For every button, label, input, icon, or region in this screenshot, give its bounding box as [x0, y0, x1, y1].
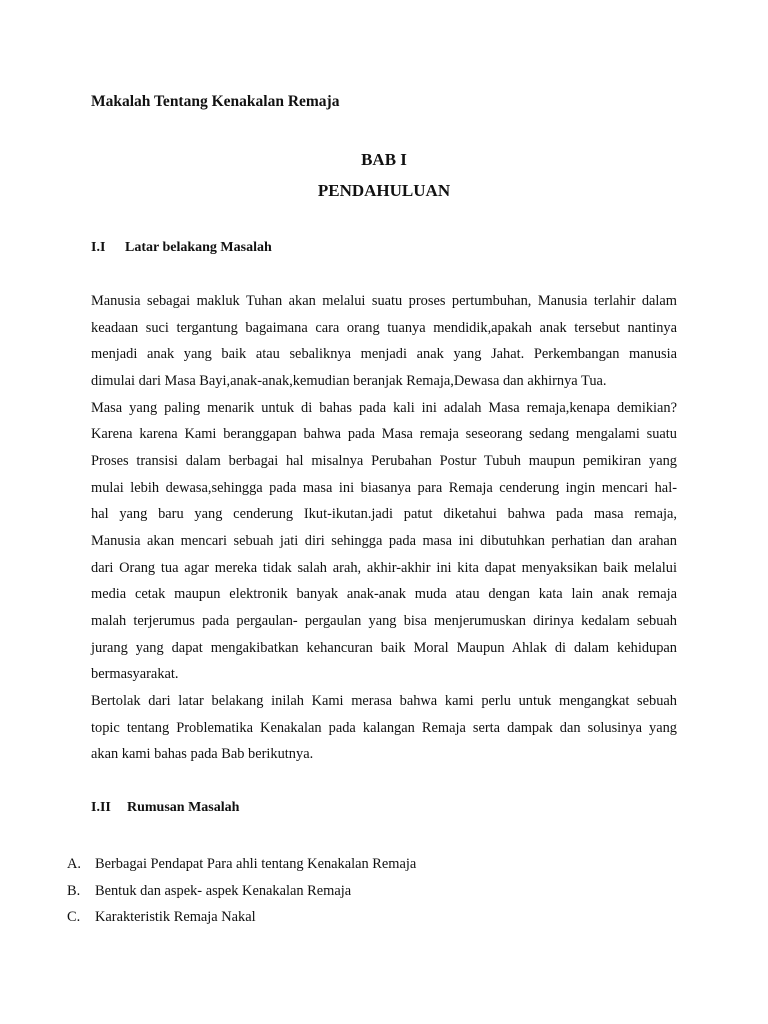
paragraph: [91, 688, 677, 768]
text-line: Masa yang paling menarik untuk di bahas pada kali ini adalah Masa remaja,kenapa demikian?: [91, 399, 677, 416]
list-item: [67, 904, 416, 931]
text-line: Proses transisi dalam berbagai hal misalnya Perubahan Postur Tubuh maupun pemikiran yang: [91, 452, 677, 469]
list-item-text: Bentuk dan aspek- aspek Kenakalan Remaja: [95, 882, 352, 899]
text-line: keadaan suci tergantung bagaimana cara orang tuanya mendidik,apakah anak tersebut nantinya: [91, 319, 677, 336]
text-line: akan kami bahas pada Bab berikutnya.: [91, 746, 314, 763]
background-body-text: [91, 288, 677, 768]
text-line: hal yang baru yang cenderung Ikut-ikutan.jadi patut diketahui bahwa pada masa remaja,: [91, 506, 677, 523]
list-marker: B.: [67, 882, 81, 899]
section-number: I.II: [91, 800, 111, 815]
paragraph: [91, 395, 677, 688]
text-line: malah terjerumus pada pergaulan- pergaulan yang bisa menjerumuskan dirinya kedalam sebuah: [91, 612, 677, 629]
list-marker: A.: [67, 856, 81, 872]
list-item: [67, 851, 416, 878]
list-marker: C.: [67, 909, 81, 925]
text-line: Karena karena Kami beranggapan bahwa pada Masa remaja seseorang sedang mengalami suatu: [91, 426, 677, 443]
list-item-text: Berbagai Pendapat Para ahli tentang Kenakalan Remaja: [95, 856, 417, 872]
section-number: I.I: [91, 240, 106, 255]
document-title: Makalah Tentang Kenakalan Remaja: [91, 93, 340, 110]
list-item: [67, 878, 416, 905]
text-line: mulai lebih dewasa,sehingga pada masa ini biasanya para Remaja cenderung ingin mencari hal-: [91, 479, 677, 496]
section-heading-problem-statement: [91, 800, 239, 816]
section-heading-background: [91, 240, 272, 256]
text-line: dimulai dari Masa Bayi,anak-anak,kemudian beranjak Remaja,Dewasa dan akhirnya Tua.: [91, 372, 607, 389]
text-line: dari Orang tua agar mereka tidak salah arah, akhir-akhir ini kita dapat menyaksikan baik melalui: [91, 559, 677, 576]
text-line: menjadi anak yang baik atau sebaliknya menjadi anak yang Jahat. Perkembangan manusia: [91, 346, 677, 363]
chapter-title: PENDAHULUAN: [317, 181, 451, 200]
text-line: topic tentang Problematika Kenakalan pada kalangan Remaja serta dampak dan solusinya yang: [91, 719, 677, 736]
list-item-text: Karakteristik Remaja Nakal: [95, 909, 256, 925]
problem-list: [67, 851, 416, 931]
text-line: bermasyarakat.: [91, 666, 179, 683]
text-line: media cetak maupun elektronik banyak anak-anak muda atau dengan kata lain anak remaja: [91, 586, 677, 603]
chapter-number: BAB I: [361, 150, 407, 169]
section-title: Latar belakang Masalah: [125, 240, 272, 255]
paragraph: [91, 288, 677, 395]
text-line: jurang yang dapat mengakibatkan kehancuran baik Moral Maupun Ahlak di dalam kehidupan: [91, 639, 677, 656]
text-line: Bertolak dari latar belakang inilah Kami merasa bahwa kami perlu untuk mengangkat sebuah: [91, 692, 677, 709]
text-line: Manusia akan mencari sebuah jati diri sehingga pada masa ini dibutuhkan perhatian dan arahan: [91, 532, 677, 549]
section-title: Rumusan Masalah: [127, 800, 240, 815]
text-line: Manusia sebagai makluk Tuhan akan melalui suatu proses pertumbuhan, Manusia terlahir dalam: [91, 293, 677, 309]
